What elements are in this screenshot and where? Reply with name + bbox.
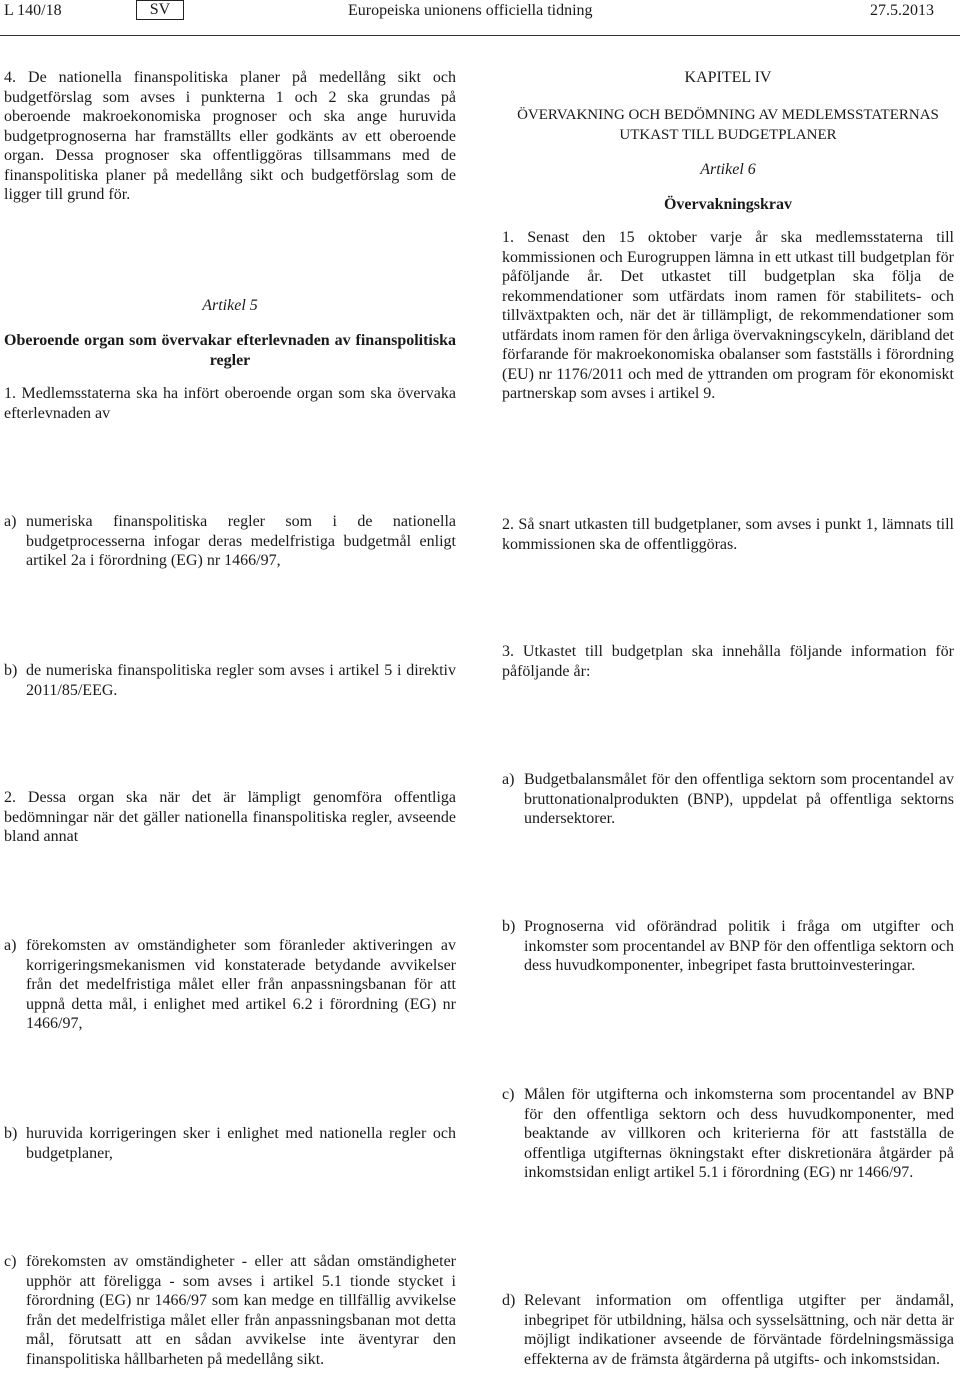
list-item-label: a) [4,513,17,530]
list-item [502,1085,954,1183]
list-item-label: c) [502,1086,515,1103]
page-reference: L 140/18 [4,2,62,19]
article-6-paragraph-3: 3. Utkastet till budgetplan ska innehålla följande information för påföljande år: [502,643,954,680]
list-item-label: a) [502,771,515,788]
language-badge: SV [136,0,184,20]
publication-date: 27.5.2013 [870,2,934,19]
list-item [4,661,456,700]
article-5-label: Artikel 5 [202,297,258,314]
paragraph-4: 4. De nationella finanspolitiska planer på medellång sikt och budgetförslag som avses i punkterna 1 och 2 ska grundas på oberoende makroekonomiska prognoser och ska ange huruvida budgetprognoserna har framställts eller godkänts av ett oberoende organ. Dessa prognoser ska offentliggöras tillsammans med de finanspolitiska planer på medellång sikt och budgetförslag som de ligger till grund för. [4,69,456,203]
list-item-text: Målen för utgifterna och inkomsterna som procentandel av BNP för den offentliga sektorn och dess huvudkomponenter, med beaktande av villkoren och kriterierna för att fastställa de offentliga utgifternas ökningstakt efter diskretionära åtgärder på inkomstsidan enligt artikel 5.1 i förordning (EG) nr 1466/97. [524,1086,954,1181]
list-item-text: Budgetbalansmålet för den offentliga sektorn som procentandel av bruttonationalprodukten (BNP), uppdelat på offentliga sektorns undersektorer. [524,771,954,827]
list-item [502,1291,954,1369]
list-item [502,770,954,829]
list-item-label: a) [4,937,17,954]
list-item-label: b) [4,1125,18,1142]
list-item-text: de numeriska finanspolitiska regler som avses i artikel 5 i direktiv 2011/85/EEG. [26,662,456,699]
chapter-label: KAPITEL IV [684,69,772,86]
article-6-title: Övervakningskrav [663,196,792,213]
list-item [4,512,456,571]
article-6-paragraph-2: 2. Så snart utkasten till budgetplaner, som avses i punkt 1, lämnats till kommissionen ska de offentliggöras. [502,516,954,553]
journal-title: Europeiska unionens officiella tidning [348,2,593,19]
list-item [4,936,456,1034]
header-divider [0,35,960,36]
chapter-title: ÖVERVAKNING OCH BEDÖMNING AV MEDLEMSSTATERNAS UTKAST TILL BUDGETPLANER [517,107,939,143]
article-6-label: Artikel 6 [700,161,756,178]
list-item-text: förekomsten av omständigheter - eller att sådan omständigheter upphör att föreligga - som avses i artikel 5.1 tionde stycket i förordning (EG) nr 1466/97 som kan medge en tillfällig avvikelse från det medelfristiga målet eller från anpassningsbanan mot detta mål, förutsatt att en sådan avvikelse inte äventyrar den finanspolitiska hållbarheten på medellång sikt. [26,1253,456,1368]
list-item [502,917,954,976]
list-item-text: förekomsten av omständigheter som föranleder aktiveringen av korrigeringsmekanismen vid konstaterade betydande avvikelser från det medelfristiga målet eller från anpassningsbanan för att uppnå detta mål, i enlighet med artikel 6.2 i förordning (EG) nr 1466/97, [26,937,456,1032]
list-item-text: Relevant information om offentliga utgifter per ändamål, inbegripet för utbildning, hälsa och sysselsättning, och när detta är möjligt indikationer avseende de förväntade fördelningsmässiga effekterna av de främsta åtgärderna på utgifts- och inkomstsidan. [524,1292,954,1368]
list-item-label: b) [4,662,18,679]
list-item-label: c) [4,1253,17,1270]
list-item [4,1252,456,1369]
list-item-label: b) [502,918,516,935]
article-5-title: Oberoende organ som övervakar efterlevnaden av finanspolitiska regler [4,332,456,369]
list-item-text: huruvida korrigeringen sker i enlighet med nationella regler och budgetplaner, [26,1125,456,1162]
list-item [4,1124,456,1163]
list-item-text: Prognoserna vid oförändrad politik i fråga om utgifter och inkomster som procentandel av BNP för den offentliga sektorn och dess huvudkomponenter, inbegripet fasta bruttoinvesteringar. [524,918,954,974]
article-5-paragraph-2: 2. Dessa organ ska när det är lämpligt genomföra offentliga bedömningar när det gäller nationella finanspolitiska regler, avseende bland annat [4,789,456,845]
list-item-label: d) [502,1292,516,1309]
article-5-paragraph-1: 1. Medlemsstaterna ska ha infört oberoende organ som ska övervaka efterlevnaden av [4,385,456,422]
list-item-text: numeriska finanspolitiska regler som i de nationella budgetprocesserna infogar deras medelfristiga budgetmål enligt artikel 2a i förordning (EG) nr 1466/97, [26,513,456,569]
article-6-paragraph-1: 1. Senast den 15 oktober varje år ska medlemsstaterna till kommissionen och Eurogruppen lämna in ett utkast till budgetplan för påföljande år. Det utkastet till budgetplan ska följa de rekommendationer som utfärdats inom ramen för stabilitets- och tillväxtpakten och, när det är tillämpligt, de rekommendationer som utfärdats inom ramen för den årliga övervakningscykeln, däribland det förfarande för makroekonomiska obalanser som fastställs i förordning (EU) nr 1176/2011 och med de yttranden om program för ekonomiskt partnerskap som avses i artikel 9. [502,229,954,402]
